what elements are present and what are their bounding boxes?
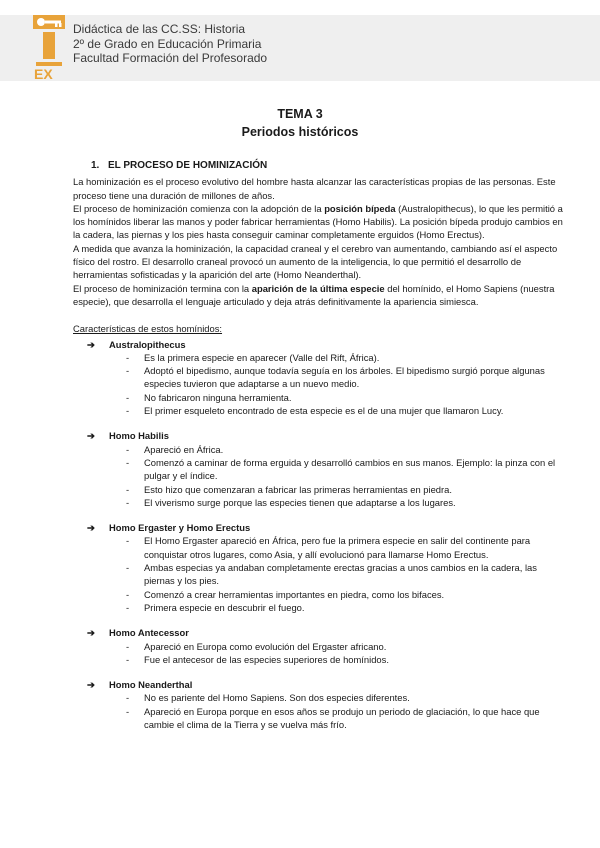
bold-phrase: aparición de la última especie (251, 282, 385, 294)
list-item-text: Es la primera especie en aparecer (Valle del Rift, África). (144, 351, 380, 363)
document-body (73, 159, 563, 743)
dash-bullet-icon: - (126, 692, 130, 704)
hominid-title (73, 338, 563, 351)
body-paragraph (73, 175, 563, 202)
list-item-text: Apareció en Europa como evolución del Ergaster africano. (144, 640, 387, 652)
arrow-right-icon: ➔ (87, 522, 95, 534)
hominid-group (73, 521, 563, 614)
list-item-text: Apareció en África. (144, 443, 224, 455)
list-item-text: Fue el antecesor de las especies superiores de homínidos. (144, 653, 389, 665)
arrow-right-icon: ➔ (87, 627, 95, 639)
list-item (73, 443, 563, 456)
section-number: 1. (91, 160, 100, 171)
hominid-title (73, 521, 563, 534)
section-title: EL PROCESO DE HOMINIZACIÓN (108, 160, 268, 171)
arrow-right-icon: ➔ (87, 338, 95, 350)
text-run: El proceso de hominización comienza con la adopción de la (73, 202, 325, 214)
intro-paragraphs (73, 175, 563, 308)
list-item (73, 456, 563, 483)
course-name: Didáctica de las CC.SS: Historia (73, 22, 246, 36)
hominid-name: Homo Antecessor (109, 627, 189, 639)
list-item (73, 561, 563, 588)
hominid-name: Homo Neanderthal (109, 679, 193, 691)
dash-bullet-icon: - (126, 405, 130, 417)
document-subtitle: Periodos históricos (241, 125, 359, 139)
text-run: (Australopithecus), lo que les permitió a los homínidos liberar las manos y poder fabricar herramientas (Homo Habilis). La posición bípeda produjo cambios en la cadera, las piernas y los pies hasta conseguir caminar completamente erguidos (Homo Erectus). (73, 202, 563, 241)
list-item-text: El Homo Ergaster apareció en África, pero fue la primera especie en salir del continente para conquistar otros lugares, como Asia, y allí evolucionó para llamarse Homo Erectus. (144, 535, 531, 560)
hominid-traits (73, 351, 563, 417)
list-item (73, 705, 563, 732)
text-run: La hominización es el proceso evolutivo del hombre hasta alcanzar las características propias de las personas. Este proceso tiene una duración de millones de años. (73, 176, 556, 201)
dash-bullet-icon: - (126, 365, 130, 377)
dash-bullet-icon: - (126, 535, 130, 547)
list-item-text: Comenzó a crear herramientas importantes en piedra, como los bifaces. (144, 588, 445, 600)
hominid-traits (73, 640, 563, 667)
list-item-text: Ambas especias ya andaban completamente erectas gracias a unos cambios en la cadera, las piernas y los pies. (144, 562, 537, 587)
list-item (73, 601, 563, 614)
dash-bullet-icon: - (126, 588, 130, 600)
list-item (73, 391, 563, 404)
text-run: A medida que avanza la hominización, la capacidad craneal y el cerebro van aumentando, cambiando así el aspecto físico del rostro. El desarrollo craneal provocó un aumento de la inteligencia, lo que permitió el desarrollo de herramientas sofisticadas y la aparición del arte (Homo Neanderthal). (73, 242, 558, 281)
hominid-name: Australopithecus (109, 338, 186, 350)
text-run: El proceso de hominización termina con la (73, 282, 252, 294)
list-item (73, 640, 563, 653)
list-item-text: No es pariente del Homo Sapiens. Son dos especies diferentes. (144, 692, 410, 704)
body-paragraph (73, 282, 563, 309)
dash-bullet-icon: - (126, 705, 130, 717)
dash-bullet-icon: - (126, 496, 130, 508)
dash-bullet-icon: - (126, 456, 130, 468)
list-item (73, 588, 563, 601)
document-title: TEMA 3 (277, 107, 323, 121)
list-item-text: El viverismo surge porque las especies tienen que adaptarse a los lugares. (144, 496, 456, 508)
arrow-right-icon: ➔ (87, 679, 95, 691)
header-text (73, 22, 267, 66)
dash-bullet-icon: - (126, 562, 130, 574)
dash-bullet-icon: - (126, 653, 130, 665)
university-logo (33, 15, 65, 81)
arrow-right-icon: ➔ (87, 430, 95, 442)
hominid-title (73, 626, 563, 639)
hominid-group (73, 429, 563, 509)
body-paragraph (73, 242, 563, 282)
list-item-text: Comenzó a caminar de forma erguida y desarrolló cambios en sus manos. Ejemplo: la pinza con el pulgar y el índice. (144, 456, 556, 482)
hominid-name: Homo Ergaster y Homo Erectus (109, 522, 251, 534)
dash-bullet-icon: - (126, 601, 130, 613)
hominid-name: Homo Habilis (109, 430, 169, 442)
hominid-group (73, 626, 563, 666)
list-item (73, 364, 563, 391)
list-item-text: Esto hizo que comenzaran a fabricar las primeras herramientas en piedra. (144, 483, 452, 495)
body-paragraph (73, 202, 563, 242)
hominid-traits (73, 691, 563, 731)
dash-bullet-icon: - (126, 391, 130, 403)
degree-name: 2º de Grado en Educación Primaria (73, 36, 262, 51)
bold-phrase: posición bípeda (324, 202, 396, 214)
section-heading (91, 159, 563, 172)
list-item (73, 691, 563, 704)
hominid-list (73, 338, 563, 732)
list-item (73, 653, 563, 666)
text-run: del homínido, el Homo Sapiens (nuestra especie), que desarrolla el lenguaje articulado y deja atrás definitivamente la apariencia simiesca. (73, 282, 555, 307)
hominid-title (73, 678, 563, 691)
dash-bullet-icon: - (126, 443, 130, 455)
list-item (73, 483, 563, 496)
list-item (73, 534, 563, 561)
hominid-traits (73, 534, 563, 614)
list-item (73, 496, 563, 509)
hominid-title (73, 429, 563, 442)
hominid-traits (73, 443, 563, 509)
list-item-text: Adoptó el bipedismo, aunque todavía seguía en los árboles. El bipedismo surgió porque algunas especies tuvieron que adaptarse a un nuevo medio. (144, 365, 545, 390)
list-item-text: No fabricaron ninguna herramienta. (144, 391, 292, 403)
list-item-text: El primer esqueleto encontrado de esta especie es el de una mujer que llamaron Lucy. (144, 405, 504, 417)
list-item (73, 404, 563, 417)
faculty-name: Facultad Formación del Profesorado (73, 51, 268, 65)
list-item-text: Apareció en Europa porque en esos años se produjo un periodo de glaciación, lo que hace que cambie el clima de la Tierra y se vuelva más frío. (144, 705, 540, 730)
characteristics-subheading: Características de estos homínidos: (73, 323, 223, 335)
list-item (73, 351, 563, 364)
dash-bullet-icon: - (126, 640, 130, 652)
hominid-group (73, 338, 563, 418)
dash-bullet-icon: - (126, 483, 130, 495)
dash-bullet-icon: - (126, 351, 130, 363)
list-item-text: Primera especie en descubrir el fuego. (144, 601, 305, 613)
svg-text:EX: EX (34, 66, 53, 81)
hominid-group (73, 678, 563, 731)
